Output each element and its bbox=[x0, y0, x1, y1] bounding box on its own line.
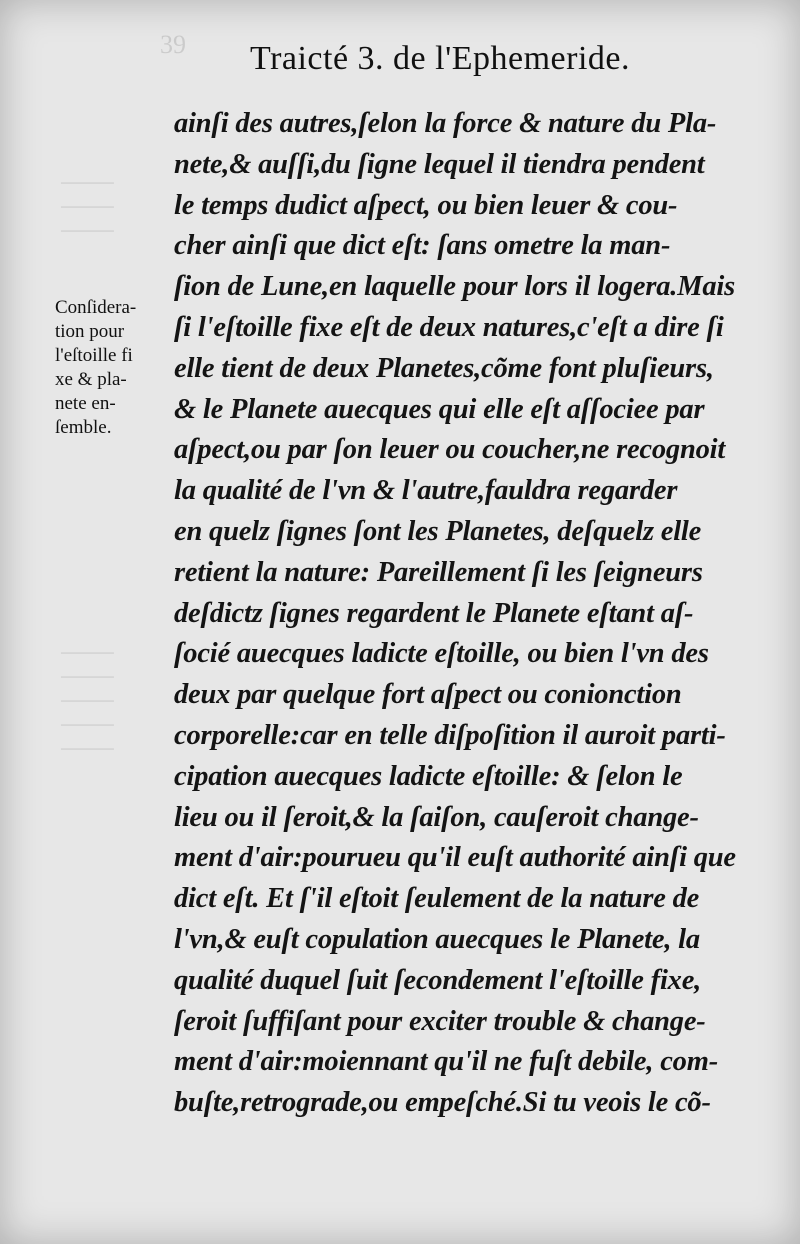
text-line: ment d'air:moiennant qu'il ne fuſt debile, com- bbox=[174, 1046, 718, 1078]
margin-note-line: nete en- bbox=[55, 393, 116, 414]
margin-note-line: Conſidera- bbox=[55, 297, 137, 318]
text-line: en quelz ſignes ſont les Planetes, deſquelz elle bbox=[174, 515, 702, 547]
text-line: la qualité de l'vn & l'autre,fauldra regarder bbox=[174, 475, 678, 507]
text-line: ſi l'eſtoille fixe eſt de deux natures,c'eſt a dire ſi bbox=[174, 311, 724, 343]
running-head: Traicté 3. de l'Ephemeride. bbox=[250, 40, 630, 77]
text-line: elle tient de deux Planetes,cõme font pluſieurs, bbox=[174, 352, 714, 384]
text-line: cher ainſi que dict eſt: ſans ometre la man- bbox=[174, 230, 671, 262]
text-line: ſion de Lune,en laquelle pour lors il logera.Mais bbox=[174, 271, 736, 303]
text-line: le temps dudict aſpect, ou bien leuer & cou- bbox=[174, 189, 678, 221]
text-line: deſdictz ſignes regardent le Planete eſtant aſ- bbox=[174, 597, 694, 629]
bleed-through-top: 39 bbox=[160, 30, 186, 59]
margin-note-line: l'eſtoille fi bbox=[55, 345, 133, 366]
margin-note bbox=[55, 296, 175, 440]
text-line: nete,& auſſi,du ſigne lequel il tiendra pendent bbox=[174, 148, 705, 180]
margin-note-line: ſemble. bbox=[55, 417, 112, 438]
bleed-through-left-lower: ⸻ ⸻ ⸻ ⸻ ⸻ bbox=[60, 639, 115, 760]
text-line: ſeroit ſuffiſant pour exciter trouble & change- bbox=[174, 1005, 706, 1037]
text-line: retient la nature: Pareillement ſi les ſeigneurs bbox=[174, 556, 703, 588]
text-line: deux par quelque fort aſpect ou conionction bbox=[174, 679, 682, 711]
text-line: buſte,retrograde,ou empeſché.Si tu veois le cõ- bbox=[174, 1087, 711, 1119]
text-line: lieu ou il ſeroit,& la ſaiſon, cauſeroit change- bbox=[174, 801, 699, 833]
text-line: ment d'air:pourueu qu'il euſt authorité ainſi que bbox=[174, 842, 736, 874]
text-line: ainſi des autres,ſelon la force & nature du Pla- bbox=[174, 108, 717, 139]
text-line: qualité duquel ſuit ſecondement l'eſtoille fixe, bbox=[174, 964, 702, 996]
text-line: & le Planete auecques qui elle eſt aſſociee par bbox=[174, 393, 705, 425]
text-line: l'vn,& euſt copulation auecques le Planete, la bbox=[174, 923, 700, 955]
margin-note-line: tion pour bbox=[55, 321, 125, 342]
bleed-through-left-upper: ⸻ ⸻ ⸻ bbox=[60, 169, 115, 242]
text-line: aſpect,ou par ſon leuer ou coucher,ne recognoit bbox=[174, 434, 726, 466]
main-text bbox=[174, 104, 784, 1124]
text-line: dict eſt. Et ſ'il eſtoit ſeulement de la nature de bbox=[174, 883, 700, 915]
text-line: corporelle:car en telle diſpoſition il auroit parti- bbox=[174, 719, 726, 751]
text-line: cipation auecques ladicte eſtoille: & ſelon le bbox=[174, 760, 683, 792]
margin-note-line: xe & pla- bbox=[55, 369, 127, 390]
text-line: ſocié auecques ladicte eſtoille, ou bien l'vn des bbox=[174, 638, 709, 670]
